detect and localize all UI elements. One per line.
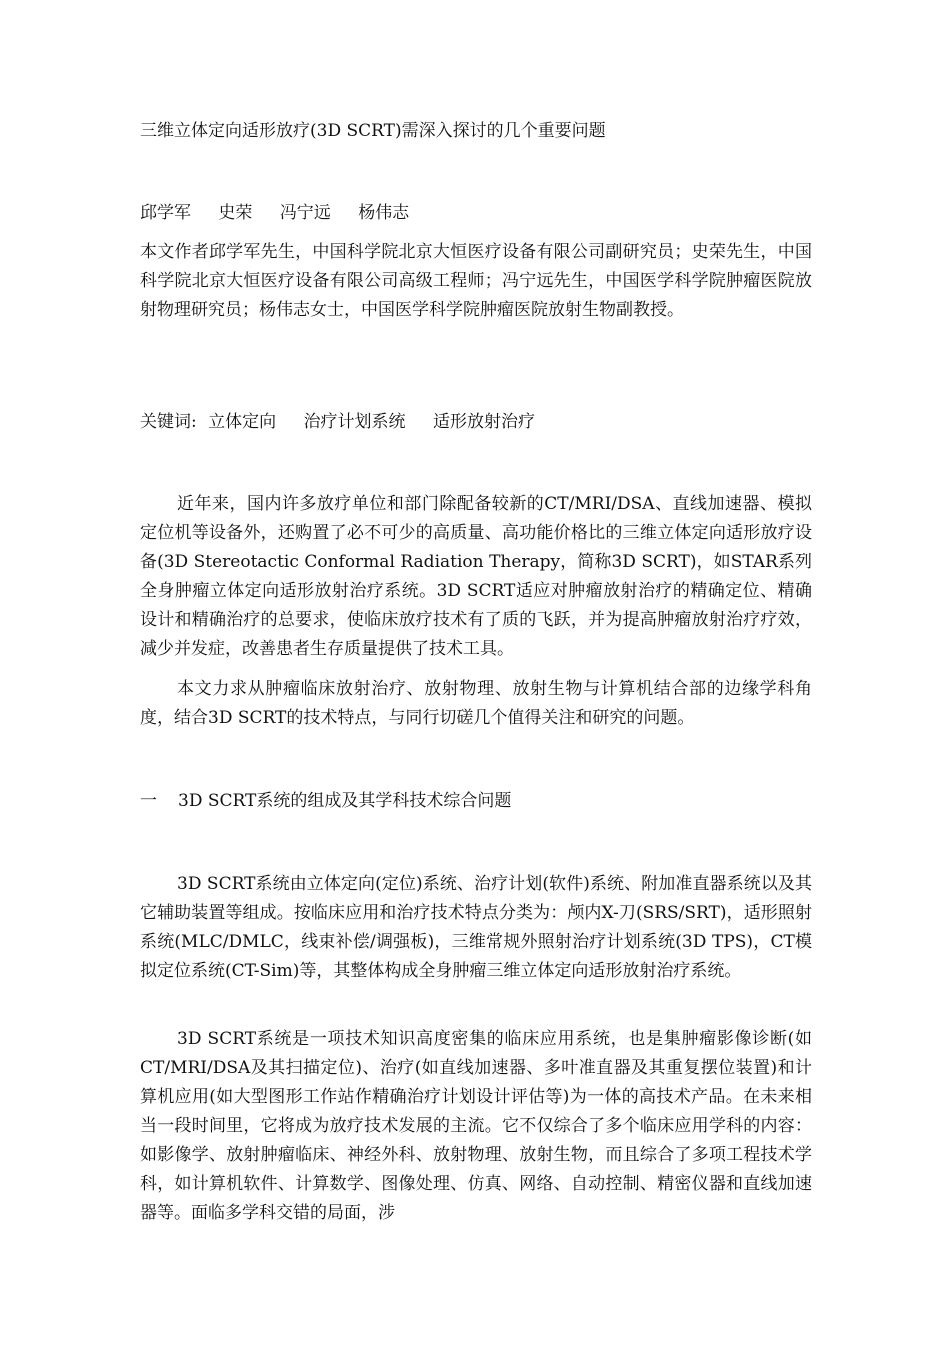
keywords-label: 关键词: [140, 412, 197, 432]
section-paragraph: 3D SCRT系统是一项技术知识高度密集的临床应用系统，也是集肿瘤影像诊断(如CT/MRI/DSA及其扫描定位)、治疗(如直线加速器、多叶准直器及其重复摆位装置)和计算机应用(如大型图形工作站作精确治疗计划设计评估等)为一体的高技术产品。在未来相当一段时间里，它将成为放疗技术发展的主流。它不仅综合了多个临床应用学科的内容：如影像学、放射肿瘤临床、神经外科、放射物理、放射生物，而且综合了多项工程技术学科，如计算机软件、计算数学、图像处理、仿真、网络、自动控制、精密仪器和直线加速器等。面临多学科交错的局面，涉 [140, 1029, 812, 1223]
keyword: 立体定向 [208, 412, 277, 432]
intro-paragraph: 近年来，国内许多放疗单位和部门除配备较新的CT/MRI/DSA、直线加速器、模拟定位机等设备外，还购置了必不可少的高质量、高功能价格比的三维立体定向适形放疗设备(3D Stereotactic Conformal Radiation Therapy，简称3D SCRT)，如STAR系列全身肿瘤立体定向适形放射治疗系统。3D SCRT适应对肿瘤放射治疗的精确定位、精确设计和精确治疗的总要求，使临床放疗技术有了质的飞跃，并为提高肿瘤放射治疗疗效，减少并发症，改善患者生存质量提供了技术工具。 [140, 494, 812, 659]
author-list [140, 201, 431, 225]
author-name: 杨伟志 [358, 203, 410, 223]
section-number: 一 [140, 791, 157, 811]
author-bio: 本文作者邱学军先生，中国科学院北京大恒医疗设备有限公司副研究员；史荣先生，中国科学院北京大恒医疗设备有限公司高级工程师；冯宁远先生，中国医学科学院肿瘤医院放射物理研究员；杨伟志女士，中国医学科学院肿瘤医院放射生物副教授。 [140, 242, 812, 320]
keywords-line [140, 410, 551, 434]
keyword: 适形放射治疗 [432, 412, 535, 432]
author-name: 邱学军 [140, 203, 191, 223]
keyword: 治疗计划系统 [303, 412, 406, 432]
section-heading [140, 789, 511, 813]
section-paragraph: 3D SCRT系统由立体定向(定位)系统、治疗计划(软件)系统、附加准直器系统以及其它辅助装置等组成。按临床应用和治疗技术特点分类为：颅内X-刀(SRS/SRT)，适形照射系统(MLC/DMLC，线束补偿/调强板)，三维常规外照射治疗计划系统(3D TPS)，CT模拟定位系统(CT-Sim)等，其整体构成全身肿瘤三维立体定向适形放射治疗系统。 [140, 874, 812, 981]
author-name: 史荣 [218, 203, 253, 223]
document-title: 三维立体定向适形放疗(3D SCRT)需深入探讨的几个重要问题 [140, 121, 606, 141]
section-title: 3D SCRT系统的组成及其学科技术综合问题 [178, 791, 512, 811]
intro-paragraph: 本文力求从肿瘤临床放射治疗、放射物理、放射生物与计算机结合部的边缘学科角度，结合3D SCRT的技术特点，与同行切磋几个值得关注和研究的问题。 [140, 679, 812, 728]
author-name: 冯宁远 [279, 203, 331, 223]
